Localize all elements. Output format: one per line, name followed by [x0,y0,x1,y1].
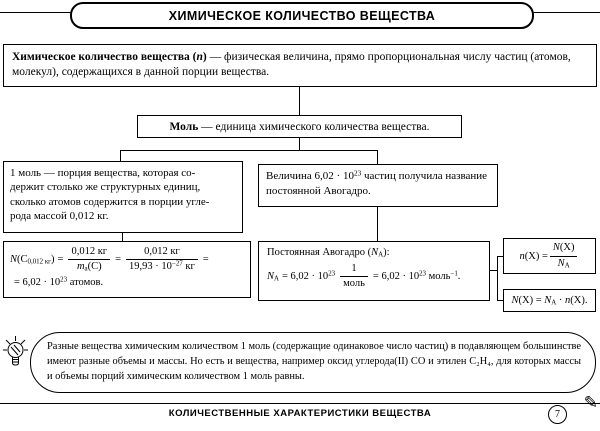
formula-token: (C) [87,261,102,273]
n-of-x-formula-box [503,238,596,274]
formula-exponent: −1 [450,270,458,278]
formula-var: m [76,261,85,273]
formula-line [10,246,244,273]
mole-text: — единица химического количества вещества. [198,120,430,133]
intro-text-part: частиц получила название постоянной Авогадро. [266,170,488,197]
footer-title: КОЛИЧЕСТВЕННЫЕ ХАРАКТЕРИСТИКИ ВЕЩЕСТВА [168,408,432,419]
intro-text-part: Величина 6,02 · 10 [266,170,354,182]
formula-var: N [10,253,18,265]
mole-term: Моль [169,120,199,133]
formula-var: N [267,270,275,282]
definition-term-var: n [196,51,203,63]
formula-token [520,251,548,262]
numerator: 1 [351,263,357,274]
formula-token: (X) = [524,250,548,262]
mole-box [137,115,462,138]
formula-subscript: А [378,251,384,259]
mole-line [169,121,429,133]
bracket-vertical [497,256,498,301]
mole-portion-box [3,161,243,233]
formula-subscript: А [551,299,557,307]
formula-var: N [552,242,560,254]
numerator: 0,012 кг [71,246,108,257]
formula-var: n [519,250,525,262]
footer-rule [0,403,600,404]
denominator [550,256,578,270]
intro-exponent: 23 [353,169,362,178]
formula-token: = 6,02 · 10 [14,277,61,289]
equals-sign: = [57,253,64,265]
lightbulb-icon [2,335,29,372]
connector-branch-left [120,150,121,161]
formula-token: ) [51,253,55,265]
formula-subscript: а [84,265,88,273]
formula-token [267,271,279,283]
pencil-icon: ✎ [583,393,598,413]
formula-token: атомов. [67,277,104,289]
formula-token: (X). [570,295,588,306]
equals-sign: = [115,253,122,265]
numerator: 0,012 кг [144,246,180,257]
text-line: рода массой 0,012 кг. [10,209,109,222]
definition-term-text: Химическое количество вещества ( [12,51,197,63]
formula-subscript: А [564,262,570,270]
text-line: 1 моль — порция вещества, которая со- [10,167,196,179]
text-line: сколько атомов содержится в порции угле- [10,195,210,208]
formula-var: N [544,295,552,306]
connector-definition-mole [299,87,300,115]
formula-exponent: 23 [419,270,426,278]
note-text: Разные вещества химическим количеством 1 моль (содержащие одинаковое число частиц) в подавляющем большинстве имеют разные объемы и массы. Но есть и вещества, например оксид углерода(II) CO и этилен C₂H₄, для которых массы и объемы порций химическим количеством 1 моль равны. [47,341,581,382]
formula-token [512,295,588,306]
connector-mole-stem [299,138,300,150]
avogadro-constant-box [258,241,490,301]
formula-exponent: 23 [60,276,68,284]
formula-subscript: 0,012 кг [27,258,52,266]
fraction [126,246,198,273]
equals-sign: = [202,253,209,265]
formula-token [373,271,461,283]
page-number-badge [548,405,567,424]
connector-branch-right [377,150,378,164]
avogadro-intro-box [258,164,498,207]
fraction [68,246,110,273]
formula-token [282,271,335,283]
text-line: держит столько же структурных единиц, [10,181,201,194]
formula-token: кг [182,261,195,273]
formula-token: (C [17,253,28,265]
formula-token: = 6,02 · 10 [372,270,420,282]
denominator [126,259,198,273]
denominator [68,259,110,273]
big-n-of-x-formula-box [503,289,596,312]
formula-token: моль [426,270,451,282]
fraction [340,263,368,290]
formula-subscript: А [274,275,280,283]
formula-token: . [457,270,461,282]
formula-token [10,254,55,266]
formula-exponent: −27 [171,260,183,268]
definition-term [12,51,207,63]
note-box [30,332,596,393]
formula-token: (X) [559,242,575,254]
connector-branch-horizontal [120,150,378,151]
denominator: моль [340,276,368,290]
formula-var: N [511,295,519,306]
definition-box [3,44,597,87]
avogadro-constant-formula [267,263,481,290]
header-title-box [70,2,534,29]
definition-text: — физическая величина, прямо пропорциональная числу частиц (атомов, молекул), содержащихся в данной порции вещества. [12,51,571,79]
definition-term-close: ) [202,51,207,63]
connector-portion-formula [122,233,123,241]
formula-line [14,277,244,288]
fraction [550,242,578,269]
formula-token: 19,93 · 10 [129,261,172,273]
numerator [550,242,578,255]
formula-token: (X) = [518,295,545,306]
page-number: 7 [555,409,560,420]
formula-token: = 6,02 · 10 [282,270,329,282]
carbon-count-formula-box [3,241,251,298]
multiplication-dot: · [556,295,566,306]
page-title: ХИМИЧЕСКОЕ КОЛИЧЕСТВО ВЕЩЕСТВА [168,8,436,23]
formula-token: Постоянная Авогадро ( [267,247,372,258]
connector-intro-constant [377,207,378,241]
avogadro-constant-title [267,247,481,258]
formula-var: N [371,247,379,258]
formula-var: N [557,257,565,269]
formula-token: ): [383,247,390,258]
formula-exponent: 23 [328,270,336,278]
formula-var: n [565,295,571,306]
